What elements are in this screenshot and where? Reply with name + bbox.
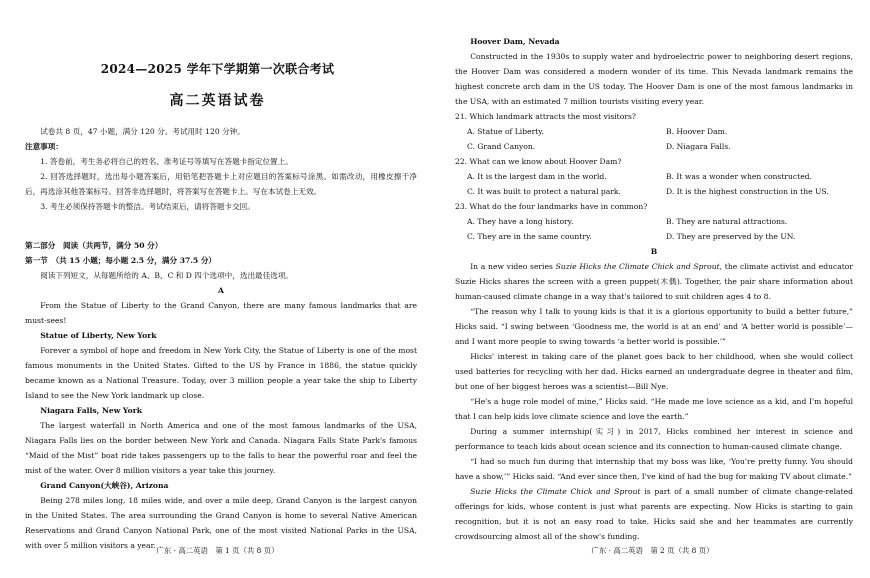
q21-option-a: A. Statue of Liberty. xyxy=(467,127,544,136)
passage-b-p1 xyxy=(455,259,853,304)
liberty-text: Forever a symbol of hope and freedom in New York City, the Statue of Liberty is one of the most famous monuments in the United States. Gifted to the US by France in 1886, the statue quickly became known as a National Treasure. Today, over 3 million people a year take the ship to Liberty Island to see the New York landmark up close. xyxy=(25,346,417,400)
show-title: Suzie Hicks the Climate Chick and Sprout xyxy=(555,262,720,271)
niagara-text: The largest waterfall in North America and one of the most famous landmarks of the USA, Niagara Falls lies on the border between New York and Canada. Niagara Falls State Park's famous “Maid of the Mist” boat ride takes passengers up to the falls to hear the powerful roar and feel the mist of the water. Over 8 million visitors a year take this journey. xyxy=(25,421,417,475)
page-2-content xyxy=(455,34,853,544)
q22-option-a: A. It is the largest dam in the world. xyxy=(467,172,607,181)
exam-notes xyxy=(25,124,417,214)
page-footer-1: 广东 · 高二英语 第 1 页（共 8 页） xyxy=(156,546,279,555)
niagara-heading: Niagara Falls, New York xyxy=(40,406,142,415)
passage-b-p3: Hicks' interest in taking care of the planet goes back to her childhood, when she would collect used batteries for recycling with her dad. Hicks earned an undergraduate degree in theater and film, but one of her biggest heroes was a scientist—Bill Nye. xyxy=(455,352,853,391)
notice-1: 1. 答卷前，考生务必将自己的姓名、准考证号等填写在答题卡指定位置上。 xyxy=(40,157,293,166)
q22-options-row-1 xyxy=(455,169,853,184)
paper-subject: 高二英语试卷 xyxy=(169,93,266,109)
notice-3: 3. 考生必须保持答题卡的整洁。考试结束后，请将答题卡交回。 xyxy=(40,202,255,211)
passage-b-p7 xyxy=(455,484,853,544)
b-p7-rest: is part of a small number of climate change-related offerings for kids, whose content is just what parents are expecting. Now Hicks is starting to gain recognition, but it is not an easy road to take. Hicks said she and her teammates are currently crowdsourcing almost all of the show's funding. xyxy=(455,487,853,541)
canyon-heading: Grand Canyon(大峡谷), Arizona xyxy=(40,481,169,490)
exam-title: 2024—2025 学年下学期第一次联合考试 xyxy=(100,62,335,76)
q23-option-c: C. They are in the same country. xyxy=(467,232,592,241)
reading-section xyxy=(25,238,417,553)
q21-option-c: C. Grand Canyon. xyxy=(467,142,536,151)
part-heading: 第二部分 阅读（共两节，满分 50 分） xyxy=(25,241,163,250)
show-title-2: Suzie Hicks the Climate Chick and Sprout xyxy=(470,487,641,496)
q21-option-d: D. Niagara Falls. xyxy=(666,142,731,151)
passage-label-b: B xyxy=(650,247,658,256)
section-heading: 第一节 （共 15 小题；每小题 2.5 分，满分 37.5 分） xyxy=(25,256,217,265)
q22-option-b: B. It was a wonder when constructed. xyxy=(666,172,812,181)
hoover-heading: Hoover Dam, Nevada xyxy=(470,37,560,46)
page-footer-2: 广东 · 高二英语 第 2 页（共 8 页） xyxy=(591,546,714,555)
q23-option-d: D. They are preserved by the UN. xyxy=(666,232,796,241)
q22-option-d: D. It is the highest construction in the US. xyxy=(666,187,829,196)
question-23: 23. What do the four landmarks have in common? xyxy=(455,202,648,211)
passage-a-intro: From the Statue of Liberty to the Grand Canyon, there are many famous landmarks that are must-sees! xyxy=(25,301,417,325)
q23-options-row-1 xyxy=(455,214,853,229)
q23-option-b: B. They are natural attractions. xyxy=(666,217,788,226)
canyon-text: Being 278 miles long, 18 miles wide, and over a mile deep, Grand Canyon is the largest canyon in the United States. The area surrounding the Grand Canyon is home to several Native American Reservations and Grand Canyon National Park, one of the most visited National Parks in the USA, with over 5 million visitors a year. xyxy=(25,496,417,550)
instruction: 阅读下列短文，从每题所给的 A、B、C 和 D 四个选项中，选出最佳选项。 xyxy=(40,271,294,280)
q23-options-row-2 xyxy=(455,229,853,244)
passage-b-p2: “The reason why I talk to young kids is that it is a glorious opportunity to build a better future,” Hicks said. “I swing between ‘Goodness me, the world is at an end’ and ‘A better world is possible’—and I want more people to swing towards ‘a better world is possible.’” xyxy=(455,307,853,346)
question-21: 21. Which landmark attracts the most visitors? xyxy=(455,112,636,121)
liberty-heading: Statue of Liberty, New York xyxy=(40,331,157,340)
hoover-text: Constructed in the 1930s to supply water and hydroelectric power to neighboring desert regions, the Hoover Dam was considered a modern wonder of its time. This Nevada landmark remains the highest concrete arch dam in the US today. The Hoover Dam is one of the most famous landmarks in the USA, with an estimated 7 million tourists visiting every year. xyxy=(455,52,853,106)
passage-b-p4: “He's a huge role model of mine,” Hicks said. “He made me love science as a kid, and I'm hopeful that I can help kids love climate science and love the earth.” xyxy=(455,397,853,421)
question-22: 22. What can we know about Hoover Dam? xyxy=(455,157,622,166)
notice-2: 2. 回答选择题时，选出每小题答案后，用铅笔把答题卡上对应题目的答案标号涂黑。如需改动，用橡皮擦干净后，再选涂其他答案标号。回答非选择题时，将答案写在答题卡上。写在本试卷上无效。 xyxy=(25,172,417,196)
q21-options-row-1 xyxy=(455,124,853,139)
b-p1-lead: In a new video series xyxy=(470,262,556,271)
notice-heading: 注意事项： xyxy=(25,142,63,151)
q21-options-row-2 xyxy=(455,139,853,154)
passage-label-a: A xyxy=(218,286,224,295)
passage-b-p5: During a summer internship(实习) in 2017, Hicks combined her interest in science and performance to teach kids about ocean science and its connection to human-caused climate change. xyxy=(455,427,853,451)
passage-b-p6: “I had so much fun during that internship that my boss was like, ‘You're pretty funny. You should have a show,’” Hicks said. “And ever since then, I've kind of had the bug for making TV about climate.” xyxy=(455,457,853,481)
q21-option-b: B. Hoover Dam. xyxy=(666,127,728,136)
b-p1-rest: , the climate activist and educator Suzie Hicks shares the screen with a green puppet(木偶). Together, the pair share information about human-caused climate change in a way that's tailored to suit children ages 4 to 8. xyxy=(455,262,853,301)
q22-option-c: C. It was built to protect a natural park. xyxy=(467,187,621,196)
q23-option-a: A. They have a long history. xyxy=(467,217,574,226)
q22-options-row-2 xyxy=(455,184,853,199)
exam-info: 试卷共 8 页，47 小题，满分 120 分。考试用时 120 分钟。 xyxy=(40,127,245,136)
page-2 xyxy=(435,0,870,578)
